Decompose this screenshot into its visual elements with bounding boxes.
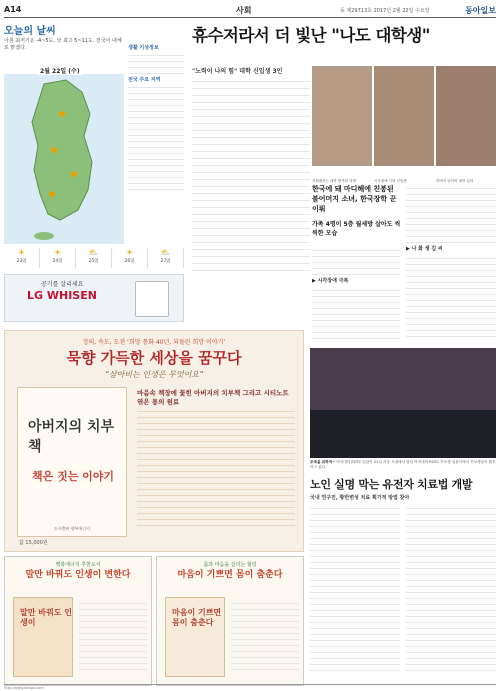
ad-title: 마음이 기쁘면 몸이 춤춘다 — [177, 570, 283, 580]
story-pullquote-1: 한국에 돼 마디해에 친봉된 불어머지 소녀, 한국장학 꾼 이뤄 — [312, 185, 397, 213]
ad-kicker: 몸과 마음을 살리는 힐링 — [203, 562, 257, 568]
small-book-ad[interactable] — [156, 556, 304, 686]
korea-map-icon — [4, 74, 124, 244]
book-cover — [17, 387, 127, 537]
forecast-day: ⛅ 25일 — [76, 248, 112, 268]
second-story-body-col2 — [406, 504, 496, 680]
main-headline: 휴수저라서 더 빛난 "나도 대학생" — [192, 26, 430, 45]
crowd-image — [310, 410, 496, 458]
ad-kicker: 행복에너지 추천도서 — [55, 562, 101, 568]
weather-side-label-1: 생활 기상정보 — [128, 45, 159, 51]
air-conditioner-icon — [135, 281, 169, 317]
sun-icon: ☀ — [17, 248, 26, 257]
weather-side-label-2: 전국 주요 지역 — [128, 77, 161, 83]
sun-icon: ☀ — [125, 248, 134, 257]
second-story-body — [310, 504, 400, 680]
forecast-day: ⛅ 27일 — [148, 248, 184, 268]
ad-description — [231, 599, 299, 671]
ad-kicker: 장의, 속도, 도전 ‘희망 통화 40년, 되돌린 희망 이야기’ — [82, 339, 226, 346]
partly-cloudy-icon: ⛅ — [160, 248, 171, 257]
page-footer: http://www.donga.com — [4, 684, 496, 690]
main-story — [192, 22, 496, 46]
student-photos — [312, 66, 496, 183]
section-title: 사회 — [236, 6, 252, 15]
student-photo: 지원에서는 대학 합격한 학생 — [312, 66, 372, 166]
ad-script-line: “삼아비는 인생은 무엇이요” — [104, 370, 204, 379]
book-cover: 마음이 기쁘면 몸이 춤춘다 — [165, 597, 225, 677]
ad-title: 말만 바꿔도 인생이 변한다 — [25, 570, 131, 580]
weather-side-panel — [128, 42, 184, 191]
ad-title: 묵향 가득한 세상을 꿈꾸다 — [66, 349, 242, 367]
rotc-photo — [310, 348, 496, 458]
ad-highlight: 마음속 책장에 꽃힌 아버지의 치부책 그리고 시티노트 엮은 통의 원료 — [137, 389, 289, 406]
weather-date: 2월 22일 (수) — [40, 68, 80, 75]
second-headline: 노인 실명 막는 유전자 치료법 개발 — [310, 478, 473, 491]
weather-title: 오늘의 날씨 — [4, 26, 56, 37]
small-book-ad[interactable] — [4, 556, 152, 686]
photo-caption — [310, 460, 496, 470]
weather-map — [4, 74, 124, 244]
story-body-col3 — [406, 184, 496, 342]
partly-cloudy-icon: ⛅ — [88, 248, 99, 257]
student-photo: 시각장애 극복 신입생 — [374, 66, 434, 166]
ad-brand: LG WHISEN — [27, 289, 97, 302]
story-body-col2 — [312, 246, 400, 342]
page-header — [4, 4, 496, 18]
forecast-day: ☀ 26일 — [112, 248, 148, 268]
ad-description — [137, 389, 295, 527]
air-conditioner-ad[interactable] — [4, 274, 184, 322]
second-subhead: 국내 연구진, 황반변성 치료 획기적 방법 찾아 — [310, 495, 410, 501]
newspaper-logo: 동아일보 — [465, 6, 496, 15]
weather-subtitle: 아침 최저기온 -4~5도, 낮 최고 5~11도. 전국이 대체로 맑겠다. — [4, 38, 122, 51]
story-pullquote-2: 가족 4명이 5층 월세방 살아도 씩씩한 모습 — [312, 221, 401, 237]
publisher: 도서출판 행복에너지 — [53, 526, 91, 531]
book-price: 값 15,000원 — [19, 540, 48, 546]
book-advertisement[interactable] — [4, 330, 304, 552]
ad-tagline: 공기를 살리세요 — [41, 281, 84, 288]
story-subhead: "노력이 나의 힘" 대학 신입생 3인 — [192, 68, 283, 75]
page-number: A14 — [4, 5, 22, 14]
student-photo: 아버지 뒤이어 대학 입학 — [436, 66, 496, 166]
weather-section — [4, 22, 184, 324]
issue-date: 동 제29713호 2017년 2월 22일 수요일 — [340, 8, 430, 14]
forecast-day: ☀ 24일 — [40, 248, 76, 268]
story-subsection: ▶ 나 화 생 김 씨 — [406, 246, 443, 252]
ad-description — [79, 599, 147, 671]
sun-icon: ☀ — [53, 248, 62, 257]
weekly-forecast — [4, 248, 184, 268]
book-cover-title: 아버지의 치부책 — [28, 419, 115, 455]
book-cover-subtitle: 책은 짓는 이야기 — [32, 470, 115, 483]
story-body — [192, 76, 310, 276]
book-cover: 말만 바꿔도 인생이 — [13, 597, 73, 677]
photo-caption-title: 조국을 위하여~ — [310, 460, 336, 464]
story-subsection: ▶ 시각장애 극복 — [312, 278, 349, 284]
photo-caption-text: 여자대학 ROTC 임관식 21일 서울 시내에서 열린 여자대학 ROTC 후보생 임관식에서 후보생들이 환호하고 있다. — [310, 460, 496, 469]
forecast-day: ☀ 23일 — [4, 248, 40, 268]
